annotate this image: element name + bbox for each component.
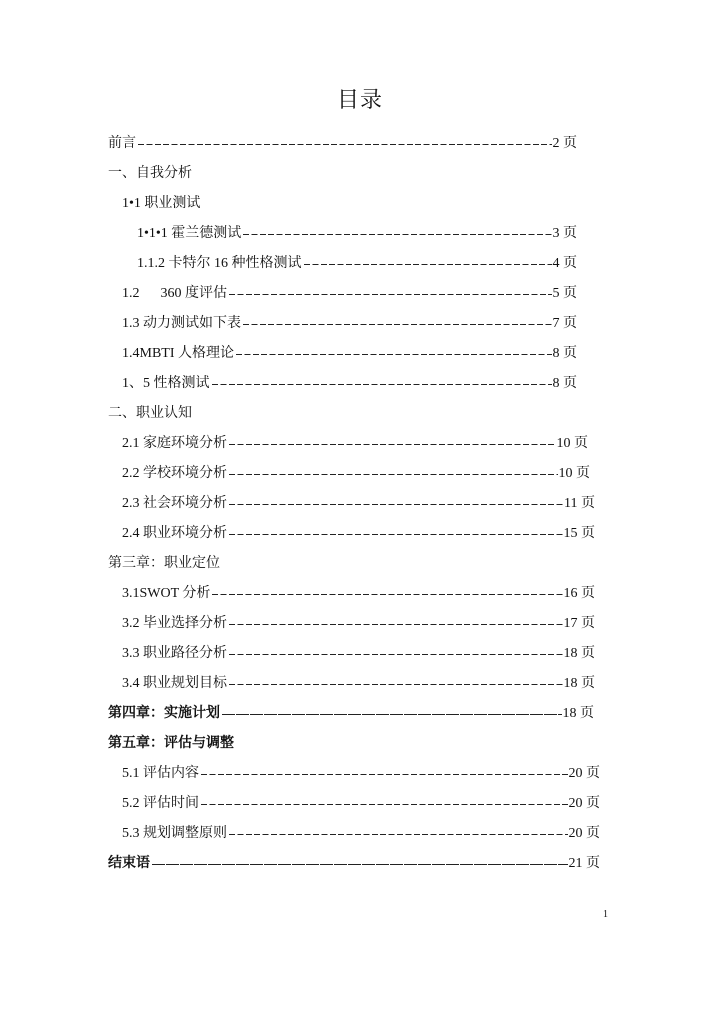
toc-entry-page: 5 页	[552, 286, 577, 301]
toc-entry-label: 第四章：实施计划	[108, 706, 220, 721]
toc-entry[interactable]	[122, 614, 595, 634]
toc-leader	[229, 474, 558, 475]
toc-entry-label: 2.4 职业环境分析	[122, 526, 227, 541]
toc-leader	[229, 834, 568, 835]
toc-entry-label: 5.2 评估时间	[122, 796, 199, 811]
toc-leader	[152, 864, 568, 865]
toc-entry-label: 3.3 职业路径分析	[122, 646, 227, 661]
toc-entry-page: 2 页	[552, 136, 577, 151]
toc-entry[interactable]	[122, 764, 600, 784]
toc-entry[interactable]	[122, 644, 595, 664]
toc-entry-label: 2.1 家庭环境分析	[122, 436, 227, 451]
toc-entry-label: 2.3 社会环境分析	[122, 496, 227, 511]
toc-chapter-heading[interactable]	[108, 734, 234, 754]
toc-entry[interactable]	[122, 434, 588, 454]
toc-entry-page: 18 页	[563, 676, 595, 691]
toc-entry-page: 8 页	[552, 346, 577, 361]
toc-leader	[243, 324, 552, 325]
toc-entry[interactable]	[108, 134, 577, 154]
toc-entry[interactable]	[122, 344, 577, 364]
page-number: 1	[603, 909, 608, 920]
toc-chapter-entry[interactable]	[108, 854, 600, 874]
toc-entry-label: 1•1 职业测试	[122, 196, 201, 211]
toc-entry-label: 3.1SWOT 分析	[122, 586, 211, 601]
toc-entry-label: 1.3 动力测试如下表	[122, 316, 241, 331]
toc-entry-label: 1•1•1 霍兰德测试	[137, 226, 242, 241]
toc-leader	[222, 714, 562, 715]
toc-entry-page: 15 页	[563, 526, 595, 541]
toc-entry[interactable]	[122, 794, 600, 814]
toc-entry-label: 一、自我分析	[108, 166, 192, 181]
toc-entry[interactable]	[122, 284, 577, 304]
toc-entry[interactable]	[122, 524, 595, 544]
toc-entry[interactable]	[122, 494, 595, 514]
toc-entry-label: 第五章：评估与调整	[108, 736, 234, 751]
toc-entry[interactable]	[122, 674, 595, 694]
toc-entry-label: 3.4 职业规划目标	[122, 676, 227, 691]
toc-section-heading[interactable]	[108, 164, 192, 184]
toc-leader	[229, 624, 563, 625]
toc-leader	[229, 654, 563, 655]
toc-leader	[212, 384, 552, 385]
toc-entry-page: 7 页	[552, 316, 577, 331]
toc-entry-label: 5.1 评估内容	[122, 766, 199, 781]
toc-leader	[236, 354, 552, 355]
toc-entry-label: 2.2 学校环境分析	[122, 466, 227, 481]
toc-entry-page: 10 页	[556, 436, 588, 451]
toc-entry-page: 8 页	[552, 376, 577, 391]
toc-entry[interactable]	[122, 314, 577, 334]
toc-section-heading[interactable]	[108, 404, 192, 424]
toc-entry-label: 3.2 毕业选择分析	[122, 616, 227, 631]
toc-leader	[229, 294, 552, 295]
toc-entry-label: 第三章：职业定位	[108, 556, 220, 571]
toc-entry-label: 前言	[108, 136, 136, 151]
toc-entry-page: 20 页	[568, 796, 600, 811]
toc-entry-page: 20 页	[568, 826, 600, 841]
toc-entry-page: 10 页	[558, 466, 590, 481]
toc-entry[interactable]	[122, 464, 590, 484]
toc-entry-page: 11 页	[564, 496, 595, 511]
toc-entry-page: 18 页	[562, 706, 594, 721]
toc-entry[interactable]	[122, 374, 577, 394]
toc-subsection-heading[interactable]	[122, 194, 200, 214]
toc-entry[interactable]	[137, 224, 577, 244]
toc-entry[interactable]	[122, 824, 600, 844]
toc-leader	[229, 534, 563, 535]
toc-entry-label: 1.2 360 度评估	[122, 286, 227, 301]
toc-leader	[304, 264, 552, 265]
toc-leader	[229, 444, 556, 445]
toc-leader	[201, 804, 568, 805]
toc-entry[interactable]	[122, 584, 595, 604]
toc-entry-label: 1、5 性格测试	[122, 376, 210, 391]
toc-leader	[138, 144, 552, 145]
toc-entry-page: 3 页	[552, 226, 577, 241]
toc-title: 目录	[336, 87, 383, 112]
toc-entry-page: 20 页	[568, 766, 600, 781]
toc-leader	[229, 684, 563, 685]
toc-entry-label: 1.4MBTI 人格理论	[122, 346, 234, 361]
toc-entry-page: 16 页	[563, 586, 595, 601]
toc-leader	[201, 774, 568, 775]
toc-entry-label: 5.3 规划调整原则	[122, 826, 227, 841]
toc-entry-page: 17 页	[563, 616, 595, 631]
toc-entry[interactable]	[137, 254, 577, 274]
toc-leader	[212, 594, 562, 595]
toc-chapter-heading[interactable]	[108, 554, 220, 574]
toc-leader	[229, 504, 563, 505]
toc-entry-page: 18 页	[563, 646, 595, 661]
toc-chapter-entry[interactable]	[108, 704, 594, 724]
toc-entry-page: 4 页	[552, 256, 577, 271]
toc-entry-page: 21 页	[568, 856, 600, 871]
toc-entry-label: 1.1.2 卡特尔 16 种性格测试	[137, 256, 302, 271]
toc-entry-label: 结束语	[108, 856, 150, 871]
toc-entry-label: 二、职业认知	[108, 406, 192, 421]
toc-leader	[243, 234, 551, 235]
